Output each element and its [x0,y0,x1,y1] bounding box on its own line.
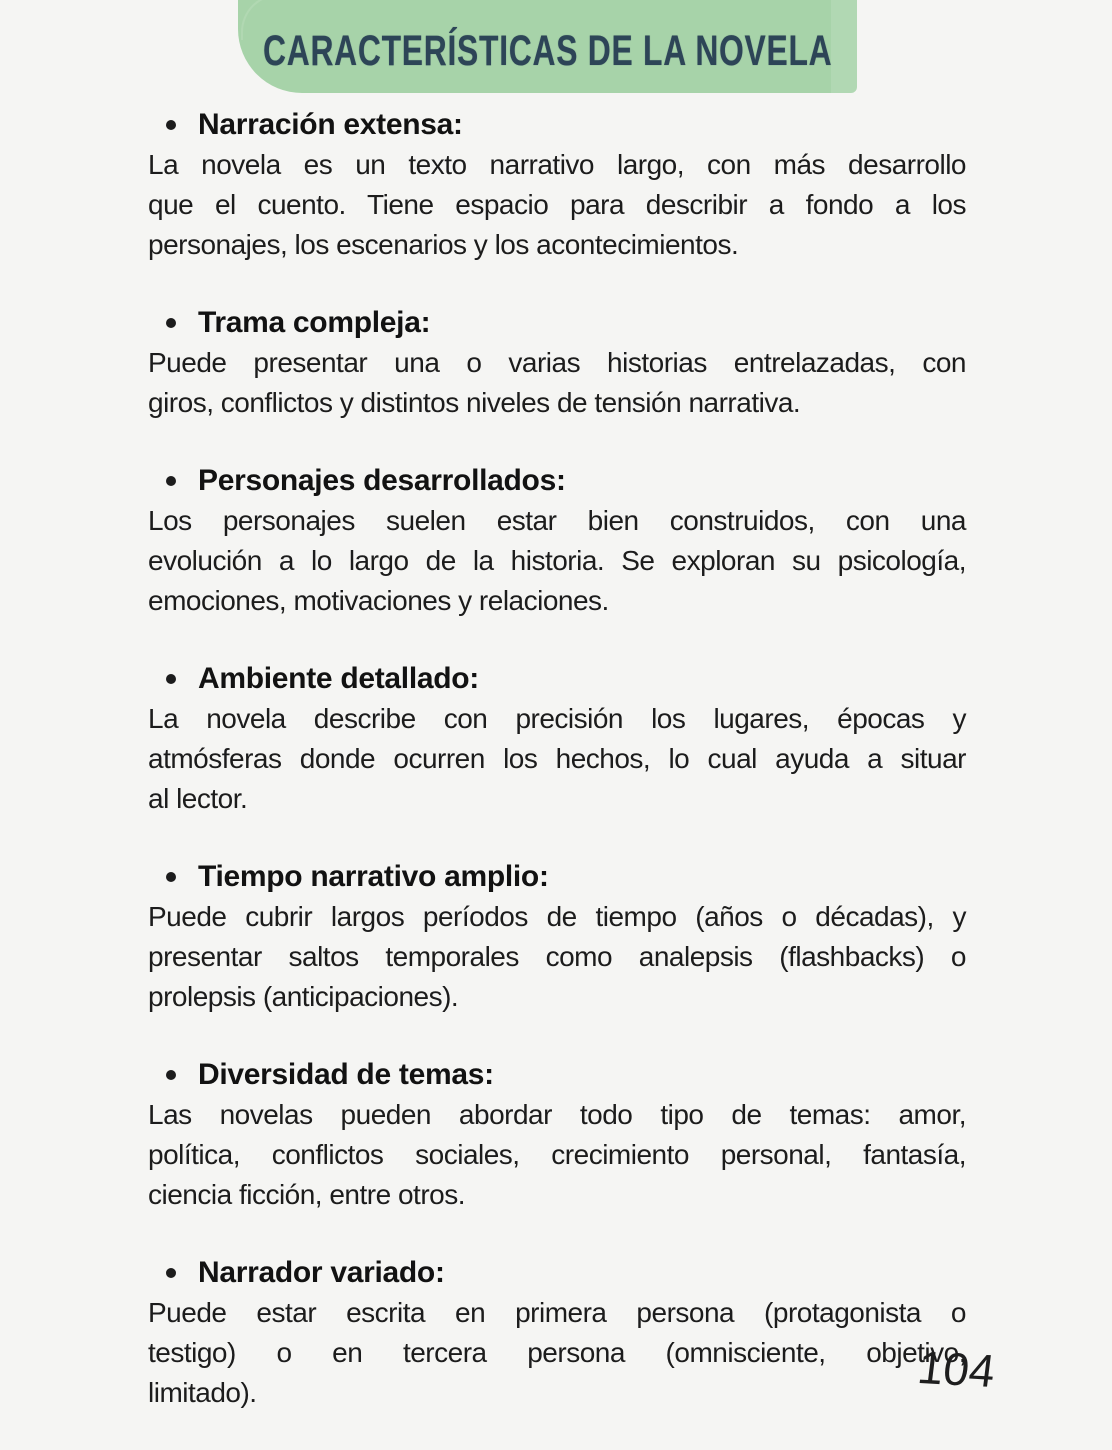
list-item [148,104,966,265]
page-title: CARACTERÍSTICAS DE LA NOVELA [262,27,833,75]
body-text-line: La novela describe con precisión los lugares, épocas y [148,703,966,734]
section-heading-row [148,856,966,897]
section-heading-row [148,1252,966,1293]
list-item [148,658,966,819]
section-heading-row [148,302,966,343]
page-number: 104 [914,1341,998,1397]
list-item [148,856,966,1017]
title-banner [238,0,857,93]
body-text-line: Puede estar escrita en primera persona (protagonista o [148,1297,966,1328]
body-text-line: Los personajes suelen estar bien construidos, con una [148,505,966,536]
body-text-line: ciencia ficción, entre otros. [148,1179,465,1210]
list-item [148,1054,966,1215]
section-body [148,501,966,621]
bullet-icon [166,120,176,130]
body-text-line: giros, conflictos y distintos niveles de tensión narrativa. [148,387,801,418]
body-text-line: La novela es un texto narrativo largo, con más desarrollo [148,149,966,180]
bullet-icon [166,1070,176,1080]
bullet-icon [166,1268,176,1278]
section-heading: Narración extensa: [198,107,463,141]
section-heading-row [148,104,966,145]
section-heading-row [148,658,966,699]
body-text-line: atmósferas donde ocurren los hechos, lo cual ayuda a situar [148,743,966,774]
list-item [148,1252,966,1413]
section-body [148,343,966,423]
section-body [148,1293,966,1413]
section-heading-row [148,1054,966,1095]
list-item [148,302,966,423]
section-body [148,897,966,1017]
body-text-line: presentar saltos temporales como analepsis (flashbacks) o [148,941,966,972]
body-text-line: limitado). [148,1377,257,1408]
section-heading: Personajes desarrollados: [198,463,566,497]
body-text-line: Las novelas pueden abordar todo tipo de temas: amor, [148,1099,966,1130]
section-heading: Narrador variado: [198,1255,445,1289]
body-text-line: Puede presentar una o varias historias entrelazadas, con [148,347,966,378]
bullet-icon [166,674,176,684]
section-body [148,145,966,265]
section-heading: Diversidad de temas: [198,1057,494,1091]
body-text-line: Puede cubrir largos períodos de tiempo (años o décadas), y [148,901,966,932]
body-text-line: que el cuento. Tiene espacio para describir a fondo a los [148,189,966,220]
body-text-line: testigo) o en tercera persona (omnisciente, objetivo, [148,1337,966,1368]
bullet-icon [166,318,176,328]
section-heading: Tiempo narrativo amplio: [198,859,549,893]
section-heading: Ambiente detallado: [198,661,479,695]
body-text-line: política, conflictos sociales, crecimiento personal, fantasía, [148,1139,966,1170]
body-text-line: prolepsis (anticipaciones). [148,981,459,1012]
body-text-line: emociones, motivaciones y relaciones. [148,585,609,616]
body-text-line: personajes, los escenarios y los acontecimientos. [148,229,739,260]
bullet-list [148,104,966,1450]
bullet-icon [166,872,176,882]
section-heading-row [148,460,966,501]
list-item [148,460,966,621]
section-body [148,1095,966,1215]
bullet-icon [166,476,176,486]
section-body [148,699,966,819]
body-text-line: evolución a lo largo de la historia. Se exploran su psicología, [148,545,966,576]
section-heading: Trama compleja: [198,305,431,339]
body-text-line: al lector. [148,783,248,814]
